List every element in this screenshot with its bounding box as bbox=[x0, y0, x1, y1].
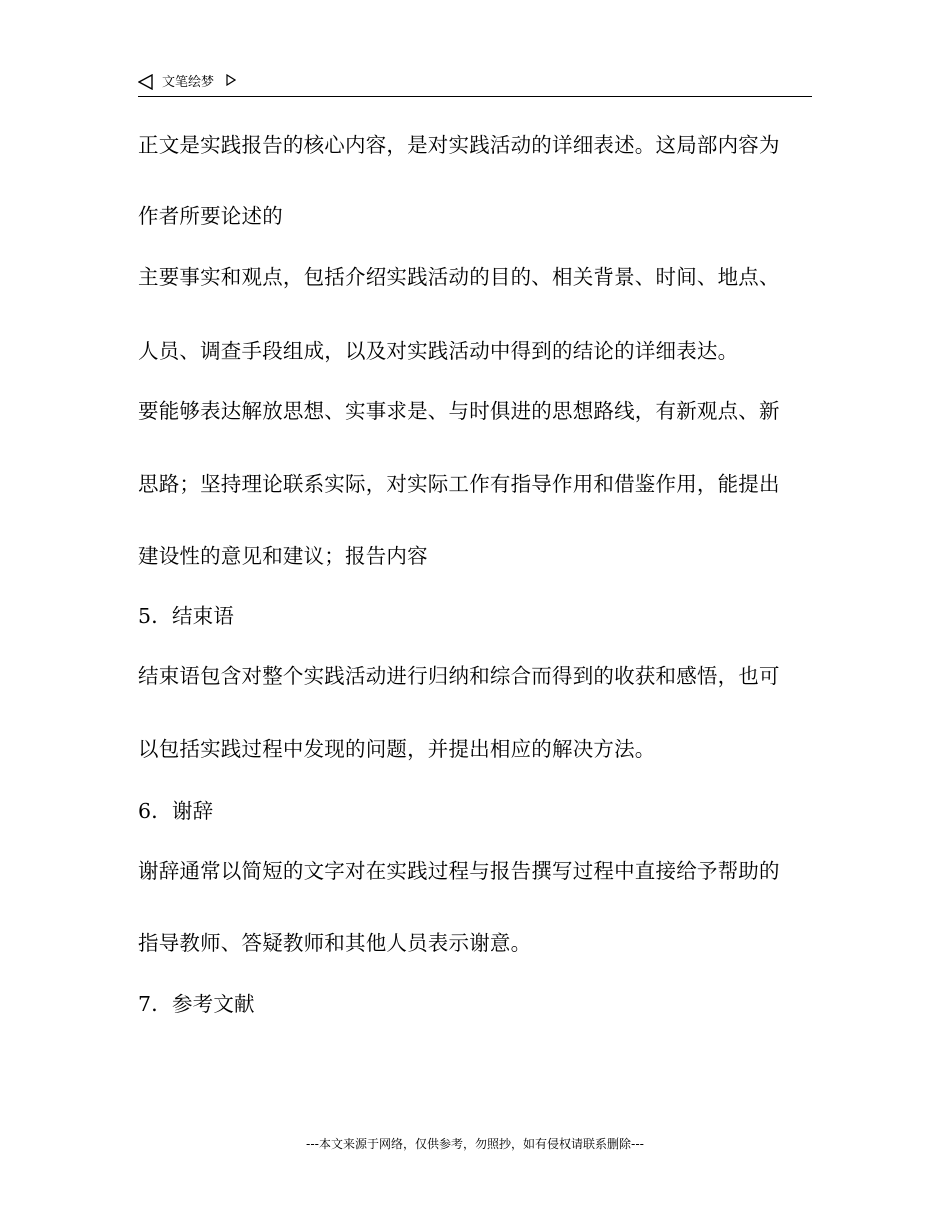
body-line-3: 主要事实和观点，包括介绍实践活动的目的、相关背景、时间、地点、 bbox=[138, 265, 780, 289]
body-line-7: 建设性的意见和建议；报告内容 bbox=[138, 544, 428, 568]
header-title: 文笔绘梦 bbox=[162, 75, 215, 90]
body-line-10: 以包括实践过程中发现的问题，并提出相应的解决方法。 bbox=[138, 737, 656, 761]
body-line-13: 指导教师、答疑教师和其他人员表示谢意。 bbox=[138, 931, 532, 955]
body-line-12: 谢辞通常以简短的文字对在实践过程与报告撰写过程中直接给予帮助的 bbox=[138, 859, 780, 883]
section-heading-5: 5．结束语 bbox=[138, 604, 235, 628]
section-heading-7: 7．参考文献 bbox=[138, 992, 255, 1016]
body-line-5: 要能够表达解放思想、实事求是、与时俱进的思想路线，有新观点、新 bbox=[138, 399, 780, 423]
body-line-2: 作者所要论述的 bbox=[138, 204, 283, 228]
body-line-4: 人员、调查手段组成，以及对实践活动中得到的结论的详细表达。 bbox=[138, 339, 739, 363]
body-line-6: 思路；坚持理论联系实际，对实际工作有指导作用和借鉴作用，能提出 bbox=[138, 472, 780, 496]
page-header bbox=[138, 72, 812, 97]
body-line-1: 正文是实践报告的核心内容，是对实践活动的详细表述。这局部内容为 bbox=[138, 133, 780, 157]
triangle-right-icon bbox=[226, 74, 236, 86]
body-line-9: 结束语包含对整个实践活动进行归纳和综合而得到的收获和感悟，也可 bbox=[138, 664, 780, 688]
page-footer: ---本文来源于网络，仅供参考，勿照抄，如有侵权请联系删除--- bbox=[306, 1137, 644, 1151]
triangle-left-icon bbox=[138, 74, 154, 90]
section-heading-6: 6．谢辞 bbox=[138, 799, 214, 823]
